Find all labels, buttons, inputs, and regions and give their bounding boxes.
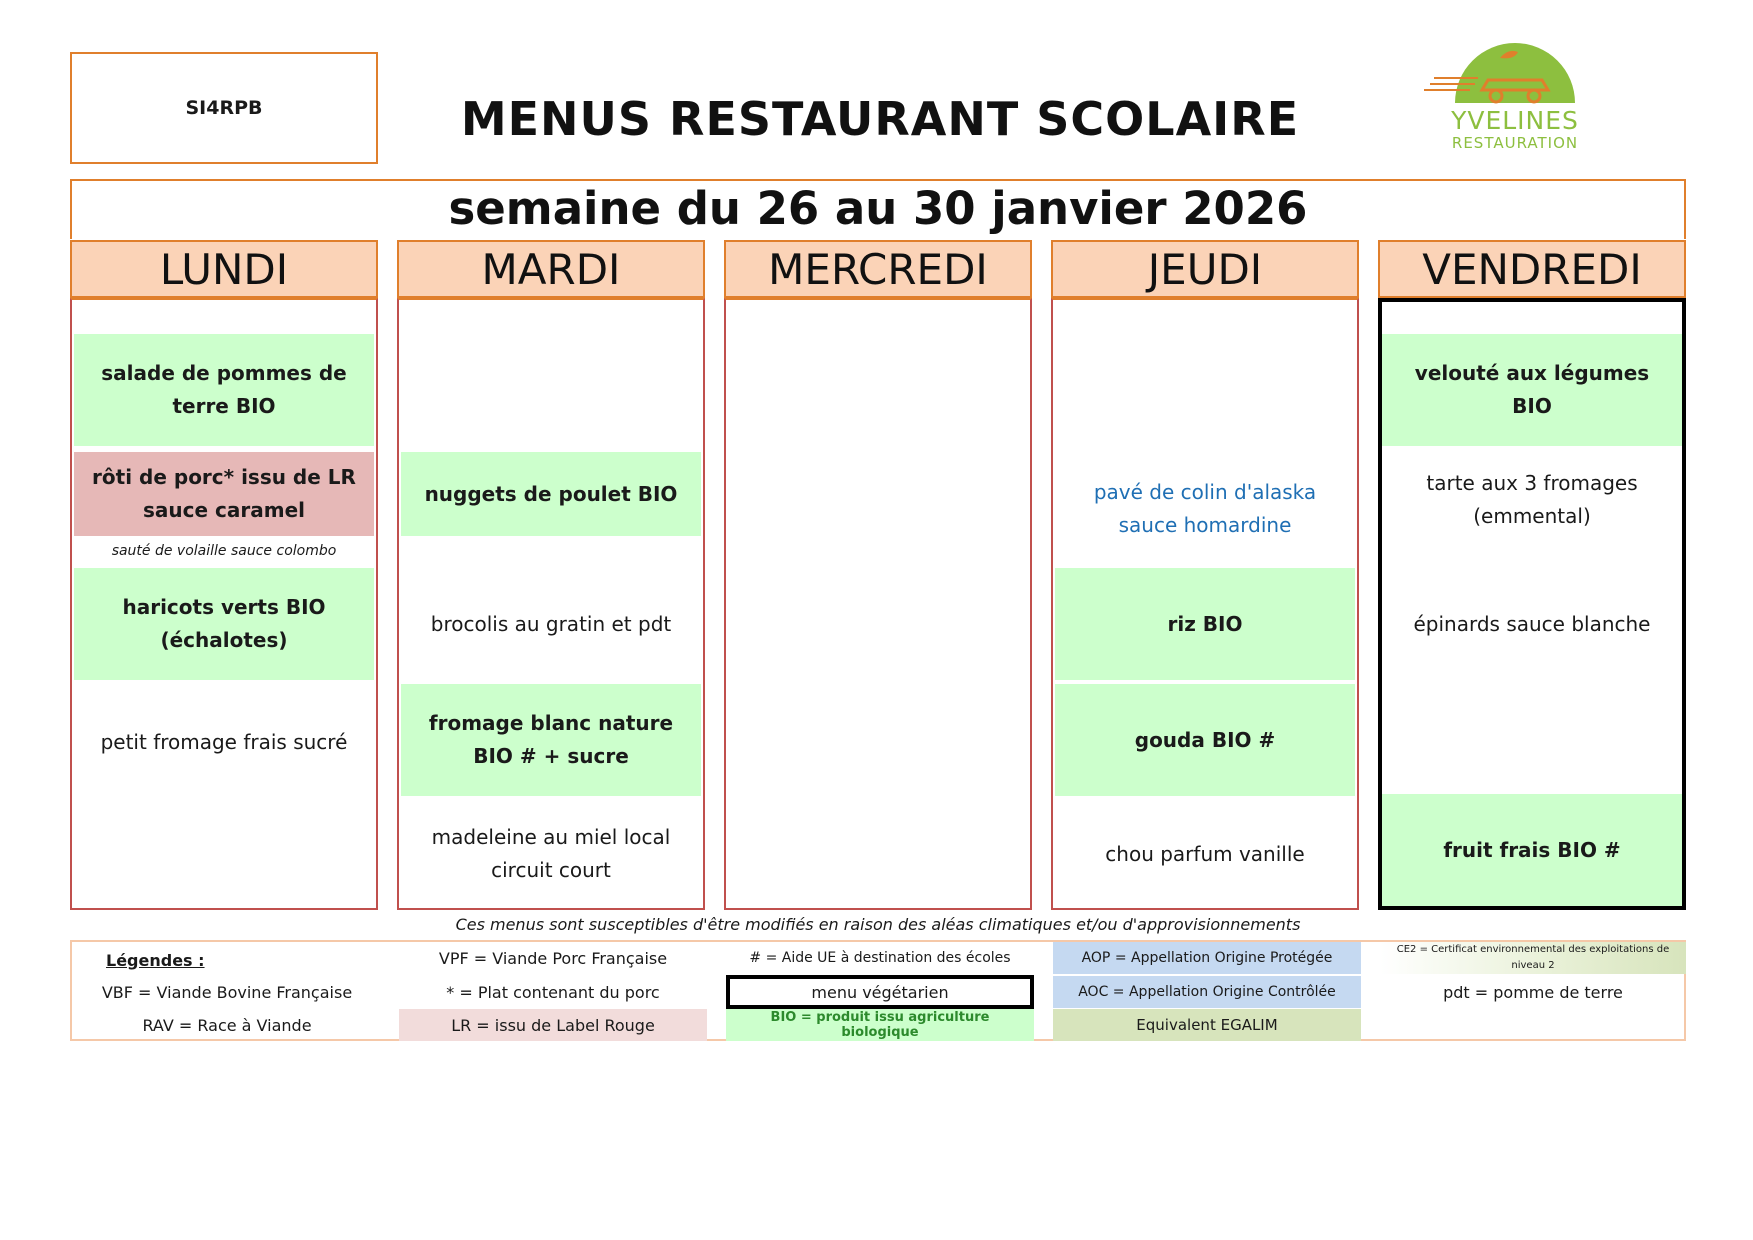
legend-aoc: AOC = Appellation Origine Contrôlée bbox=[1053, 976, 1361, 1008]
logo-name: YVELINES bbox=[1451, 106, 1579, 135]
day-header-lundi: LUNDI bbox=[70, 240, 378, 298]
day-column-vendredi-vegetarian bbox=[1378, 298, 1686, 910]
day-header-mercredi: MERCREDI bbox=[724, 240, 1032, 298]
day-column-lundi bbox=[70, 298, 378, 910]
menu-item-side: riz BIO bbox=[1055, 568, 1355, 680]
menu-item-main: tarte aux 3 fromages (emmental) bbox=[1426, 471, 1638, 528]
menu-item-dairy: fromage blanc nature BIO # + sucre bbox=[401, 684, 701, 796]
day-column-mardi bbox=[397, 298, 705, 910]
legend-title: Légendes : bbox=[106, 950, 205, 970]
legend-vegetarian: menu végétarien bbox=[726, 975, 1034, 1009]
menu-item-main: nuggets de poulet BIO bbox=[401, 452, 701, 536]
day-header-mardi: MARDI bbox=[397, 240, 705, 298]
day-header-vendredi: VENDREDI bbox=[1378, 240, 1686, 298]
menu-item-dessert: fruit frais BIO # bbox=[1382, 794, 1682, 906]
legend-rav: RAV = Race à Viande bbox=[142, 1015, 312, 1035]
legend-pdt: pdt = pomme de terre bbox=[1443, 982, 1623, 1002]
menu-item-alternative: sauté de volaille sauce colombo bbox=[111, 543, 337, 559]
day-column-mercredi bbox=[724, 298, 1032, 910]
legend-label-rouge: LR = issu de Label Rouge bbox=[399, 1009, 707, 1041]
menu-item-starter: salade de pommes de terre BIO bbox=[74, 334, 374, 446]
menu-item-side: épinards sauce blanche bbox=[1413, 611, 1651, 636]
organization-code: SI4RPB bbox=[185, 97, 263, 119]
menu-item-side: brocolis au gratin et pdt bbox=[430, 611, 672, 636]
menu-item-main: rôti de porc* issu de LR sauce caramel bbox=[74, 452, 374, 536]
organization-code-box bbox=[70, 52, 378, 164]
menu-item-dairy: gouda BIO # bbox=[1055, 684, 1355, 796]
menu-item-dessert: chou parfum vanille bbox=[1105, 841, 1305, 866]
legend-ce2: CE2 = Certificat environnemental des exploitations de niveau 2 bbox=[1380, 942, 1686, 974]
legend-bio: BIO = produit issu agriculture biologique bbox=[726, 1009, 1034, 1041]
menu-item-dessert: madeleine au miel local circuit court bbox=[431, 825, 671, 882]
menu-item-main: pavé de colin d'alaska sauce homardine bbox=[1093, 480, 1317, 537]
menu-item-dairy: petit fromage frais sucré bbox=[100, 729, 348, 754]
page-title: MENUS RESTAURANT SCOLAIRE bbox=[460, 92, 1300, 146]
disclaimer: Ces menus sont susceptibles d'être modifiés en raison des aléas climatiques et/ou d'approvisionnements bbox=[455, 915, 1301, 934]
legend-vpf: VPF = Viande Porc Française bbox=[438, 948, 668, 968]
menu-item-side: haricots verts BIO (échalotes) bbox=[74, 568, 374, 680]
legend-aide-ue: # = Aide UE à destination des écoles bbox=[749, 950, 1011, 966]
legend-aop: AOP = Appellation Origine Protégée bbox=[1053, 942, 1361, 974]
legend-porc: * = Plat contenant du porc bbox=[446, 982, 660, 1002]
logo-subtitle: RESTAURATION bbox=[1451, 134, 1579, 152]
legend-egalim: Equivalent EGALIM bbox=[1053, 1009, 1361, 1041]
legend-box bbox=[70, 940, 1686, 1041]
day-column-jeudi bbox=[1051, 298, 1359, 910]
day-header-jeudi: JEUDI bbox=[1051, 240, 1359, 298]
week-title: semaine du 26 au 30 janvier 2026 bbox=[448, 182, 1308, 235]
menu-item-starter: velouté aux légumes BIO bbox=[1382, 334, 1682, 446]
legend-vbf: VBF = Viande Bovine Française bbox=[101, 982, 353, 1002]
